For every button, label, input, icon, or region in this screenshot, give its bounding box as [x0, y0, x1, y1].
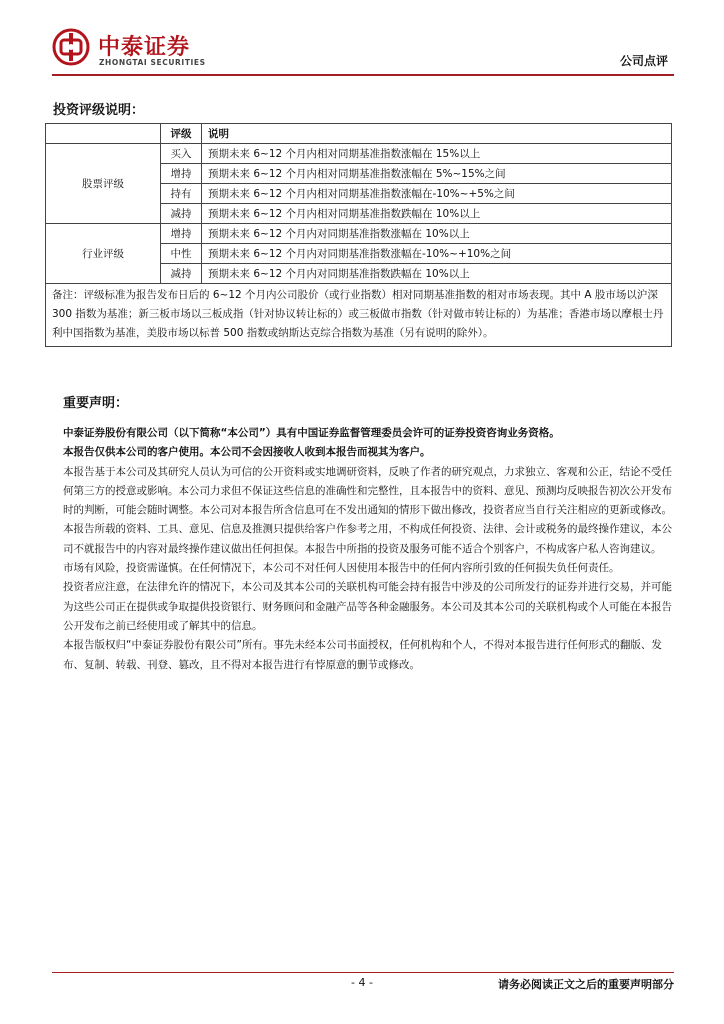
- rating-grade: 买入: [161, 144, 202, 164]
- notice-paragraph: 市场有风险，投资需谨慎。在任何情况下，本公司不对任何人因使用本报告中的任何内容所引致的任何损失负任何责任。: [63, 562, 620, 575]
- notice-section-title: 重要声明：: [63, 396, 129, 411]
- table-row: [46, 144, 672, 164]
- table-corner-cell: [46, 124, 161, 144]
- rating-description: 预期未来 6~12 个月内相对同期基准指数涨幅在 15%以上: [202, 144, 672, 164]
- rating-description: 预期未来 6~12 个月内相对同期基准指数涨幅在-10%~+5%之间: [202, 184, 672, 204]
- table-note-row: [46, 284, 672, 347]
- table-row: [46, 224, 672, 244]
- stock-rating-label: 股票评级: [46, 144, 161, 224]
- rating-note: 备注：评级标准为报告发布日后的 6~12 个月内公司股价（或行业指数）相对同期基准指数的相对市场表现。其中 A 股市场以沪深 300 指数为基准；新三板市场以三板成指（针对协议转让标的）或三板做市指数（针对做市转让标的）为基准；香港市场以摩根士丹利中国指数为基准，美股市场以标普 500 指数或纳斯达克综合指数为基准（另有说明的除外）。: [46, 284, 672, 347]
- page-header: [0, 0, 724, 80]
- company-name-en: ZHONGTAI SECURITIES: [99, 58, 206, 67]
- rating-grade: 减持: [161, 204, 202, 224]
- rating-grade: 持有: [161, 184, 202, 204]
- rating-description: 预期未来 6~12 个月内对同期基准指数涨幅在-10%~+10%之间: [202, 244, 672, 264]
- footer-divider: [52, 972, 674, 973]
- industry-rating-label: 行业评级: [46, 224, 161, 284]
- zhongtai-logo-icon: [52, 28, 90, 66]
- rating-table: [45, 123, 672, 347]
- page-number: - 4 -: [351, 976, 373, 989]
- notice-paragraph: 本报告基于本公司及其研究人员认为可信的公开资料或实地调研资料，反映了作者的研究观点，力求独立、客观和公正，结论不受任何第三方的授意或影响。本公司力求但不保证这些信息的准确性和完整性，且本报告中的资料、意见、预测均反映报告初次公开发布时的判断，可能会随时调整。本公司对本报告所含信息可在不发出通知的情形下做出修改，投资者应当自行关注相应的更新或修改。本报告所载的资料、工具、意见、信息及推测只提供给客户作参考之用，不构成任何投资、法律、会计或税务的最终操作建议，本公司不就报告中的内容对最终操作建议做出任何担保。本报告中所指的投资及服务可能不适合个别客户，不构成客户私人咨询建议。: [63, 465, 672, 555]
- notice-bold-line: 本报告仅供本公司的客户使用。本公司不会因接收人收到本报告而视其为客户。: [63, 446, 431, 459]
- footer-disclaimer: 请务必阅读正文之后的重要声明部分: [498, 978, 674, 991]
- rating-grade: 中性: [161, 244, 202, 264]
- rating-section-title: 投资评级说明：: [53, 103, 145, 118]
- notice-paragraph: 本报告版权归“中泰证券股份有限公司”所有。事先未经本公司书面授权，任何机构和个人，不得对本报告进行任何形式的翻版、发布、复制、转载、刊登、篡改，且不得对本报告进行有悖原意的删节或修改。: [63, 639, 662, 671]
- rating-grade: 增持: [161, 164, 202, 184]
- rating-description: 预期未来 6~12 个月内相对同期基准指数涨幅在 5%~15%之间: [202, 164, 672, 184]
- notice-body: [63, 424, 675, 675]
- column-header-description: 说明: [202, 124, 672, 144]
- document-type: 公司点评: [619, 54, 668, 68]
- header-divider: [52, 74, 674, 76]
- company-name-cn: 中泰证券: [98, 35, 191, 60]
- rating-grade: 增持: [161, 224, 202, 244]
- table-header-row: [46, 124, 672, 144]
- notice-bold-line: 中泰证券股份有限公司（以下简称“本公司”）具有中国证券监督管理委员会许可的证券投资咨询业务资格。: [63, 427, 560, 439]
- rating-description: 预期未来 6~12 个月内相对同期基准指数跌幅在 10%以上: [202, 204, 672, 224]
- rating-description: 预期未来 6~12 个月内对同期基准指数跌幅在 10%以上: [202, 264, 672, 284]
- rating-description: 预期未来 6~12 个月内对同期基准指数涨幅在 10%以上: [202, 224, 672, 244]
- rating-grade: 减持: [161, 264, 202, 284]
- column-header-rating: 评级: [161, 124, 202, 144]
- notice-paragraph: 投资者应注意，在法律允许的情况下，本公司及其本公司的关联机构可能会持有报告中涉及的公司所发行的证券并进行交易，并可能为这些公司正在提供或争取提供投资银行、财务顾问和金融产品等各种金融服务。本公司及其本公司的关联机构或个人可能在本报告公开发布之前已经使用或了解其中的信息。: [63, 581, 672, 632]
